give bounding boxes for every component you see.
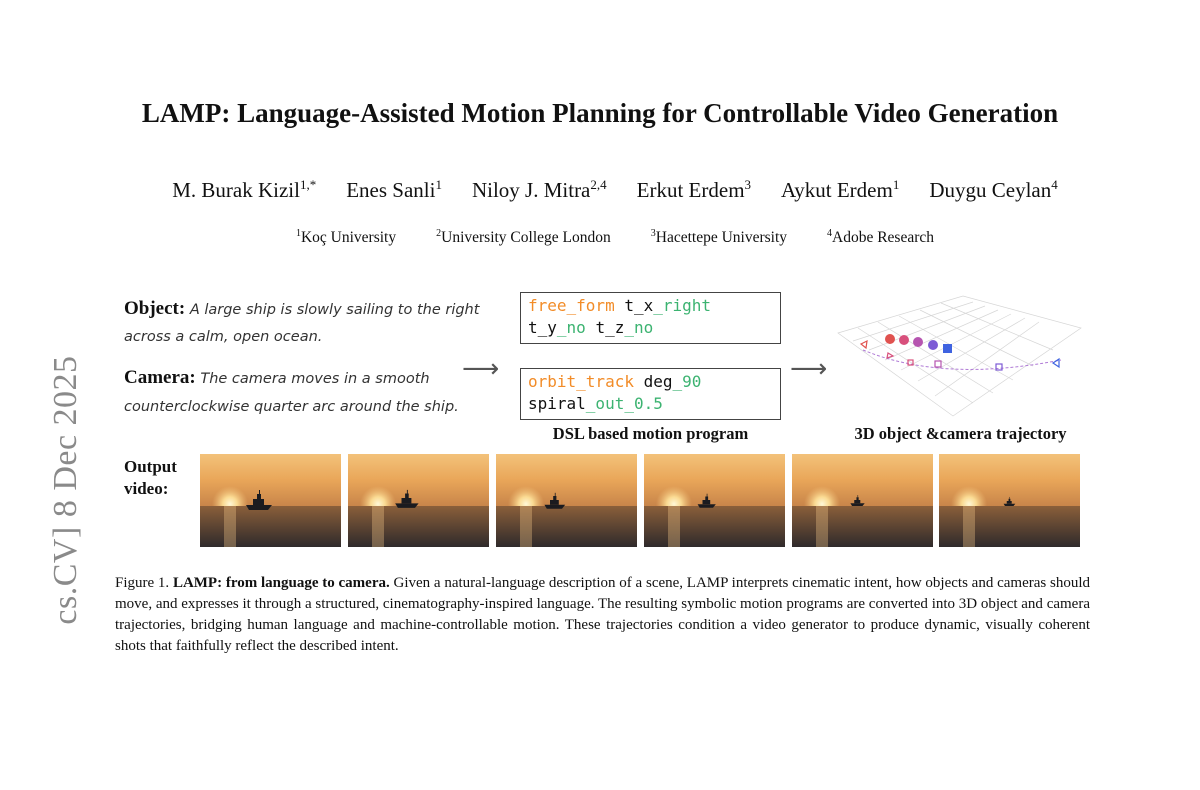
code-token: t_x	[614, 296, 654, 315]
affiliation: $^2$University College London	[436, 228, 611, 247]
author: Aykut Erdem$^1$	[781, 177, 900, 202]
object-label: Object:	[124, 298, 186, 319]
paper-title: LAMP: Language-Assisted Motion Planning for Controllable Video Generation	[141, 98, 1059, 128]
object-prompt	[124, 295, 484, 351]
code-token: free_form	[528, 296, 615, 315]
code-line	[528, 371, 773, 393]
author: Duygu Ceylan$^4$	[929, 177, 1058, 202]
motion-program-camera	[520, 368, 781, 420]
camera-prompt	[124, 364, 484, 421]
dsl-caption: DSL based motion program	[552, 424, 749, 443]
affiliation: $^3$Hacettepe University	[650, 228, 788, 247]
code-token: spiral	[528, 394, 586, 413]
video-frame	[348, 454, 489, 547]
video-frame	[496, 454, 637, 547]
video-frame	[792, 454, 933, 547]
grid-floor	[838, 296, 1081, 416]
author: Niloy J. Mitra$^{2,4}$	[471, 177, 607, 202]
arrow-icon: ⟶	[462, 354, 500, 384]
arrow-icon: ⟶	[790, 354, 828, 384]
code-line	[528, 393, 773, 415]
video-frame	[644, 454, 785, 547]
code-token: _90	[672, 372, 702, 391]
camera-frustums	[861, 341, 1059, 370]
author: Erkut Erdem$^3$	[636, 177, 752, 202]
code-line	[528, 295, 773, 317]
video-frame	[939, 454, 1080, 547]
motion-program-object	[520, 292, 781, 344]
affiliation: $^1$Koç University	[295, 228, 397, 247]
author: M. Burak Kizil$^{1,*}$	[172, 177, 317, 202]
output-video-label: Output video:	[124, 457, 177, 498]
code-token: _no	[556, 318, 586, 337]
camera-path	[863, 350, 1061, 369]
code-line	[528, 317, 773, 339]
code-token: _out_0.5	[585, 394, 663, 413]
code-token: t_z	[585, 318, 625, 337]
affiliation-list	[0, 228, 1200, 247]
code-token: _no	[624, 318, 654, 337]
code-token: t_y	[528, 318, 557, 337]
code-token: orbit_track	[528, 372, 634, 391]
trajectory-caption: 3D object &camera trajectory	[854, 424, 1067, 443]
arxiv-stamp: cs.CV] 8 Dec 2025	[47, 355, 84, 625]
code-token: deg	[633, 372, 673, 391]
object-text: A large ship is slowly sailing to the right across a calm, open ocean.	[124, 302, 480, 345]
camera-text: The camera moves in a smooth counterclockwise quarter arc around the ship.	[124, 371, 459, 415]
affiliation: $^4$Adobe Research	[827, 228, 935, 247]
video-frame	[200, 454, 341, 547]
trajectory-illustration	[833, 288, 1083, 420]
author-list	[0, 177, 1200, 203]
figure-caption: Figure 1. LAMP: from language to camera. Given a natural-language description of a scene, LAMP interprets cinematic intent, how objects and cameras should move, and expresses it through a structured, cinematography-inspired language. The resulting symbolic motion programs are converted into 3D object and camera trajectories, bridging human language and machine-controllable motion. These trajectories condition a video generator to produce dynamic, visually coherent shots that faithfully reflect the described intent.	[115, 575, 1090, 654]
author: Enes Sanli$^1$	[346, 177, 442, 202]
code-token: _right	[653, 296, 712, 315]
object-keyframes	[885, 334, 952, 353]
camera-label: Camera:	[124, 367, 196, 388]
